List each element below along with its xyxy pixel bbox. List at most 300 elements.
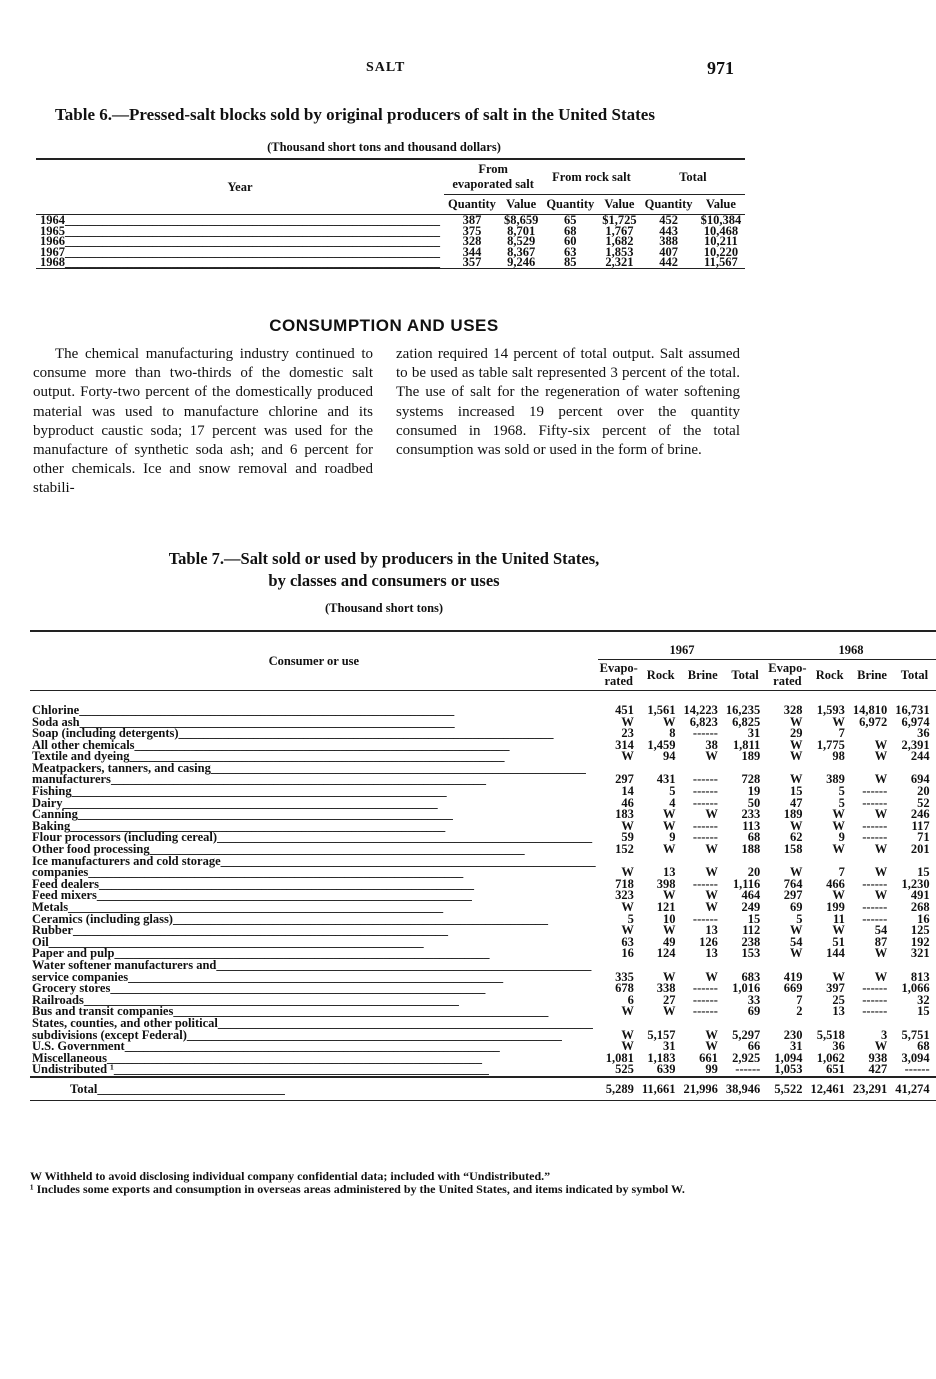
table7-value-cell: W bbox=[663, 714, 676, 729]
table7-value-cell: ------ bbox=[692, 818, 718, 833]
table7-value-cell: 31 bbox=[663, 1039, 676, 1054]
leader-dots: ____________________________________________________________ bbox=[217, 830, 593, 845]
table7-value-cell: W bbox=[874, 842, 888, 857]
table7-value-cell: 68 bbox=[917, 1039, 930, 1054]
footnote-1: ¹ Includes some exports and consumption in overseas areas administered by the United States, and items indicated by symbol W. bbox=[30, 1181, 685, 1196]
leader-dots: ____________________________________________________________ bbox=[128, 969, 504, 984]
leader-dots: ____________________________________________________________ bbox=[79, 714, 455, 729]
table7-value-cell: 9 bbox=[669, 830, 676, 845]
table6-value-cell: 8,529 bbox=[507, 234, 536, 248]
table7-value-cell: 62 bbox=[789, 830, 803, 845]
table7-consumer-cell: Soap (including detergents)____________________________________________________________ bbox=[32, 726, 554, 741]
table7-value-cell: ------ bbox=[692, 830, 718, 845]
table7-consumer-cell: Railroads____________________________________________________________ bbox=[32, 992, 459, 1007]
table7-value-cell: 683 bbox=[741, 969, 761, 984]
table7-value-cell: 5 bbox=[796, 911, 803, 926]
table7-value-cell: 813 bbox=[910, 969, 930, 984]
leader-dots: ____________________________________________________________ bbox=[178, 726, 554, 741]
table6-row bbox=[36, 257, 745, 268]
table7-value-cell: 52 bbox=[917, 795, 930, 810]
leader-dots: ____________________________________________________________ bbox=[68, 900, 444, 914]
table7-value-cell: W bbox=[874, 865, 888, 880]
leader-dots: ____________________________________________________________ bbox=[79, 702, 455, 717]
table7-value-cell: 389 bbox=[826, 772, 845, 787]
table7-value-cell: W bbox=[705, 969, 718, 984]
table7-value-cell: W bbox=[874, 807, 888, 822]
table7-value-cell: 124 bbox=[656, 946, 676, 961]
table7-value-cell: 16 bbox=[917, 911, 930, 926]
table7-consumer-cell: Meatpackers, tanners, and casing____________________________________________________________ bbox=[32, 760, 586, 775]
table6-value-cell: 407 bbox=[659, 244, 678, 259]
table7-value-cell: W bbox=[705, 807, 718, 822]
table7-value-cell: ------ bbox=[735, 1062, 761, 1077]
table7-value-cell: 466 bbox=[826, 876, 845, 891]
table6-value-cell: 8,367 bbox=[507, 244, 536, 259]
table7-value-cell: 1,561 bbox=[647, 702, 676, 717]
leader-dots: ____________________________________________________________ bbox=[65, 223, 440, 238]
table7-value-cell: 694 bbox=[910, 772, 930, 787]
table7-value-cell: 16,731 bbox=[895, 702, 930, 717]
table7-value-cell: 938 bbox=[868, 1050, 888, 1065]
table7-total-cell: 5,522 bbox=[774, 1081, 803, 1096]
table7-consumer-cell: All other chemicals____________________________________________________________ bbox=[32, 737, 510, 752]
table7-value-cell: 491 bbox=[910, 888, 930, 903]
table6-value-cell: 1,853 bbox=[605, 244, 634, 259]
table7-value-cell: W bbox=[621, 865, 634, 880]
table7-consumer-cell: Other food processing____________________________________________________________ bbox=[32, 842, 525, 857]
table7-value-cell: ------ bbox=[692, 772, 718, 787]
leader-dots: ____________________________________________________________ bbox=[88, 865, 464, 880]
table7-value-cell: 2,925 bbox=[732, 1050, 761, 1065]
table7-value-cell: 13 bbox=[705, 923, 718, 938]
table7-value-cell: 230 bbox=[783, 1027, 803, 1042]
table7-consumer-cell: Dairy____________________________________________________________ bbox=[32, 795, 438, 810]
table6-year-header: Year bbox=[36, 159, 444, 215]
table7-value-cell: ------ bbox=[692, 876, 718, 891]
leader-dots: ____________________________________________________________ bbox=[220, 853, 596, 868]
table7-value-cell: W bbox=[789, 749, 803, 764]
table7-value-cell: 10 bbox=[663, 911, 676, 926]
table7-value-cell: 144 bbox=[826, 946, 845, 961]
table7-consumer-cell: Feed dealers____________________________________________________________ bbox=[32, 876, 474, 891]
table7-value-cell: 6,974 bbox=[901, 714, 930, 729]
table7-value-cell: 6,972 bbox=[859, 714, 888, 729]
table7-value-cell: 16,235 bbox=[725, 702, 761, 717]
table7-value-cell: 1,066 bbox=[901, 981, 930, 996]
table7-value-cell: 1,230 bbox=[901, 876, 930, 891]
table7-value-cell: 8 bbox=[669, 726, 676, 741]
table7-value-cell: 126 bbox=[699, 934, 718, 949]
leader-dots: ______________________________ bbox=[97, 1081, 285, 1096]
table7-row bbox=[30, 1064, 936, 1077]
table6-value-cell: 388 bbox=[659, 234, 678, 248]
table7-value-cell: W bbox=[789, 865, 803, 880]
table7-value-cell: 183 bbox=[615, 807, 634, 822]
table7-value-cell: 249 bbox=[741, 900, 761, 914]
table7-value-cell: 7 bbox=[796, 992, 803, 1007]
table7-total-cell: 12,461 bbox=[810, 1081, 845, 1096]
table7-value-cell: 398 bbox=[656, 876, 676, 891]
table7-body bbox=[30, 691, 936, 1101]
table7-consumer-cell: companies____________________________________________________________ bbox=[32, 865, 464, 880]
table7-value-cell: 431 bbox=[656, 772, 676, 787]
table7-value-cell: 1,775 bbox=[816, 737, 845, 752]
table7-subtitle: (Thousand short tons) bbox=[324, 601, 444, 615]
table6-value-cell: 387 bbox=[462, 213, 482, 227]
table7-value-cell: 7 bbox=[838, 726, 845, 741]
table7-col-brine: Brine bbox=[682, 660, 724, 691]
table7-value-cell: 14,810 bbox=[852, 702, 888, 717]
table6-col-quantity: Quantity bbox=[641, 195, 697, 215]
table7-value-cell: ------ bbox=[692, 981, 718, 996]
table7-value-cell: 238 bbox=[741, 934, 761, 949]
table7-consumer-cell: Baking____________________________________________________________ bbox=[32, 818, 446, 833]
table7-value-cell: 15 bbox=[917, 865, 930, 880]
table6-value-cell: 1,767 bbox=[605, 223, 634, 238]
table6-value-cell: 63 bbox=[564, 244, 577, 259]
table6-col-value: Value bbox=[598, 195, 640, 215]
table7-value-cell: 23 bbox=[621, 726, 634, 741]
table7-value-cell: 5 bbox=[838, 784, 845, 799]
table6 bbox=[36, 158, 745, 269]
table7-consumer-cell: Water softener manufacturers and____________________________________________________________ bbox=[32, 957, 592, 972]
table7-value-cell: W bbox=[832, 842, 845, 857]
table7-value-cell: ------ bbox=[692, 784, 718, 799]
table7-value-cell: 419 bbox=[783, 969, 803, 984]
table7-value-cell: W bbox=[789, 818, 803, 833]
table7-value-cell: 639 bbox=[656, 1062, 676, 1077]
table7-value-cell: ------ bbox=[862, 818, 888, 833]
table7 bbox=[30, 630, 936, 1101]
table7-value-cell: 16 bbox=[621, 946, 634, 961]
table7-value-cell: W bbox=[621, 714, 634, 729]
table7-col-evap: Evapo- rated bbox=[598, 660, 640, 691]
table7-value-cell: 13 bbox=[832, 1004, 845, 1019]
table7-value-cell: 201 bbox=[910, 842, 930, 857]
table7-value-cell: 6,825 bbox=[732, 714, 761, 729]
leader-dots: ____________________________________________________________ bbox=[62, 795, 438, 810]
table7-value-cell: 651 bbox=[826, 1062, 845, 1077]
leader-dots: ____________________________________________________________ bbox=[77, 807, 453, 822]
table6-value-cell: 11,567 bbox=[704, 255, 738, 269]
table7-value-cell: 427 bbox=[868, 1062, 888, 1077]
table7-consumer-cell: Grocery stores____________________________________________________________ bbox=[32, 981, 486, 996]
leader-dots: ____________________________________________________________ bbox=[113, 1062, 489, 1077]
table7-value-cell: 46 bbox=[621, 795, 634, 810]
table7-value-cell: 68 bbox=[747, 830, 761, 845]
table6-col-value: Value bbox=[697, 195, 746, 215]
table6-value-cell: 8,701 bbox=[507, 223, 536, 238]
table7-value-cell: W bbox=[874, 888, 888, 903]
table6-value-cell: 68 bbox=[564, 223, 577, 238]
body-text-right: zation required 14 percent of total output. Salt assumed to be used as table salt represented 3 percent of the total. The use of salt for the regeneration of water softening systems increased 19 percent over the quantity consumed in 1968. Fifty-six percent of the total consumption was sold or used in the form of brine. bbox=[396, 346, 740, 459]
table7-value-cell: 3 bbox=[880, 1027, 888, 1042]
leader-dots: ____________________________________________________________ bbox=[110, 772, 486, 787]
table7-value-cell: W bbox=[874, 772, 888, 787]
table6-value-cell: 85 bbox=[564, 255, 577, 269]
table6-value-cell: 65 bbox=[564, 213, 577, 227]
table7-value-cell: 2,391 bbox=[901, 737, 930, 752]
table7-value-cell: W bbox=[874, 1039, 888, 1054]
table6-value-cell: 60 bbox=[564, 234, 577, 248]
leader-dots: ____________________________________________________________ bbox=[173, 1004, 549, 1019]
table7-value-cell: W bbox=[705, 888, 718, 903]
table7-value-cell: 5,297 bbox=[732, 1027, 761, 1042]
table7-value-cell: W bbox=[832, 969, 845, 984]
table6-col-value: Value bbox=[500, 195, 542, 215]
table7-total-cell: 23,291 bbox=[852, 1081, 888, 1096]
table7-value-cell: 59 bbox=[621, 830, 634, 845]
leader-dots: ____________________________________________________________ bbox=[65, 234, 440, 248]
table7-consumer-cell: Fishing____________________________________________________________ bbox=[32, 784, 447, 799]
table7-value-cell: 5,751 bbox=[901, 1027, 930, 1042]
table7-value-cell: 32 bbox=[917, 992, 930, 1007]
table7-value-cell: W bbox=[832, 888, 845, 903]
table7-value-cell bbox=[766, 856, 808, 868]
table7-value-cell: 50 bbox=[747, 795, 761, 810]
table6-year-cell: 1967____________________________________________________________ bbox=[40, 244, 440, 259]
table6-col-quantity: Quantity bbox=[444, 195, 500, 215]
table7-year1-header: 1967 bbox=[598, 631, 767, 660]
leader-dots: ____________________________________________________________ bbox=[124, 1039, 500, 1054]
table7-value-cell: W bbox=[663, 923, 676, 938]
page-header bbox=[0, 58, 866, 80]
table7-total-cell: 11,661 bbox=[641, 1081, 676, 1096]
table6-year-cell: 1965____________________________________________________________ bbox=[40, 223, 440, 238]
table7-consumer-cell: Canning____________________________________________________________ bbox=[32, 807, 453, 822]
table7-value-cell: W bbox=[874, 946, 888, 961]
table7-value-cell: 94 bbox=[663, 749, 676, 764]
table7-total-label: Total______________________________ bbox=[70, 1081, 285, 1096]
table6-value-cell: 344 bbox=[462, 244, 482, 259]
table7-col-evap: Evapo- rated bbox=[766, 660, 808, 691]
table7-value-cell: 192 bbox=[910, 934, 930, 949]
table7-value-cell: 1,593 bbox=[816, 702, 845, 717]
table7-total-cell: 5,289 bbox=[605, 1081, 634, 1096]
table7-value-cell: 188 bbox=[741, 842, 761, 857]
body-text-left: The chemical manufacturing industry continued to consume more than two-thirds of the domestic salt output. Forty-two percent of the domestically produced material was used to manufacture chlorine and its byproduct caustic soda; 17 percent was used for the manufacture of synthetic soda ash; and 6 percent for other chemicals. Ice and snow removal and roadbed stabili- bbox=[33, 346, 373, 497]
table7-col-total: Total bbox=[724, 660, 766, 691]
table7-value-cell: ------ bbox=[862, 911, 888, 926]
table7-value-cell: ------ bbox=[862, 795, 888, 810]
table7-value-cell: 338 bbox=[656, 981, 676, 996]
table7-value-cell: 153 bbox=[741, 946, 761, 961]
table7-value-cell: W bbox=[832, 807, 845, 822]
leader-dots: ____________________________________________________________ bbox=[216, 957, 592, 972]
table7-value-cell: 112 bbox=[742, 923, 761, 938]
table6-evap-header: From evaporated salt bbox=[444, 159, 542, 195]
table7-value-cell: 5,157 bbox=[647, 1027, 676, 1042]
table7-value-cell: 27 bbox=[663, 992, 676, 1007]
table6-year-cell: 1968____________________________________________________________ bbox=[40, 255, 440, 269]
table7-value-cell: ------ bbox=[692, 795, 718, 810]
leader-dots: ____________________________________________________________ bbox=[70, 818, 446, 833]
table7-value-cell: 19 bbox=[747, 784, 761, 799]
leader-dots: ____________________________________________________________ bbox=[99, 876, 474, 891]
table7-value-cell: 99 bbox=[705, 1062, 718, 1077]
table7-value-cell: W bbox=[789, 772, 803, 787]
table7-consumer-cell: U.S. Government____________________________________________________________ bbox=[32, 1039, 500, 1054]
table7-value-cell: 1,811 bbox=[732, 737, 761, 752]
table7-value-cell: 764 bbox=[783, 876, 803, 891]
section-heading: CONSUMPTION AND USES bbox=[269, 316, 499, 335]
table7-value-cell: 87 bbox=[874, 934, 888, 949]
table7-value-cell: 7 bbox=[838, 865, 845, 880]
table7-value-cell: 2 bbox=[796, 1004, 803, 1019]
table7-title bbox=[0, 548, 768, 592]
table7-value-cell: 38 bbox=[705, 737, 718, 752]
table7-value-cell: W bbox=[832, 818, 845, 833]
table7-value-cell: 13 bbox=[705, 946, 718, 961]
table7-value-cell: 113 bbox=[742, 818, 761, 833]
table7-value-cell: 397 bbox=[826, 981, 845, 996]
table7-value-cell: 297 bbox=[615, 772, 634, 787]
table7-consumer-cell: Ceramics (including glass)____________________________________________________________ bbox=[32, 911, 548, 926]
table7-consumer-cell: Bus and transit companies____________________________________________________________ bbox=[32, 1004, 549, 1019]
table7-value-cell: 314 bbox=[615, 737, 634, 752]
table7-consumer-cell: Textile and dyeing____________________________________________________________ bbox=[32, 749, 505, 764]
table7-consumer-cell: Metals____________________________________________________________ bbox=[32, 900, 444, 914]
table7-value-cell: 321 bbox=[910, 946, 930, 961]
table7-consumer-cell: subdivisions (except Federal)____________________________________________________________ bbox=[32, 1027, 562, 1042]
table7-value-cell: 54 bbox=[789, 934, 803, 949]
running-title: SALT bbox=[366, 60, 406, 75]
leader-dots: ____________________________________________________________ bbox=[96, 888, 472, 903]
table7-value-cell: 464 bbox=[741, 888, 761, 903]
table7-consumer-cell: manufacturers____________________________________________________________ bbox=[32, 772, 486, 787]
table7-value-cell: 5 bbox=[838, 795, 845, 810]
table6-body bbox=[36, 215, 745, 269]
table7-value-cell: ------ bbox=[862, 1004, 888, 1019]
table6-subtitle: (Thousand short tons and thousand dollars) bbox=[267, 140, 501, 154]
leader-dots: ____________________________________________________________ bbox=[114, 946, 490, 961]
table7-value-cell: 1,094 bbox=[774, 1050, 803, 1065]
table7-consumer-cell: Rubber____________________________________________________________ bbox=[32, 923, 448, 938]
table7-value-cell: W bbox=[874, 749, 888, 764]
table6-year-cell: 1966____________________________________________________________ bbox=[40, 234, 440, 248]
table7-value-cell: W bbox=[789, 714, 803, 729]
table7-value-cell: 335 bbox=[615, 969, 634, 984]
table7-value-cell: 233 bbox=[741, 807, 761, 822]
table7-value-cell: 1,081 bbox=[605, 1050, 634, 1065]
table6-value-cell: 357 bbox=[462, 255, 482, 269]
table7-value-cell: 158 bbox=[783, 842, 803, 857]
leader-dots: ____________________________________________________________ bbox=[134, 737, 510, 752]
table7-value-cell: W bbox=[789, 737, 803, 752]
table7-value-cell: 69 bbox=[789, 900, 803, 914]
table7-value-cell: 36 bbox=[832, 1039, 845, 1054]
table7-value-cell: 13 bbox=[663, 865, 676, 880]
table7-value-cell: ------ bbox=[862, 830, 888, 845]
table7-value-cell: 51 bbox=[832, 934, 845, 949]
table7-value-cell: 15 bbox=[789, 784, 803, 799]
table7-consumer-cell: Soda ash____________________________________________________________ bbox=[32, 714, 455, 729]
table7-consumer-cell: Paper and pulp____________________________________________________________ bbox=[32, 946, 490, 961]
leader-dots: ____________________________________________________________ bbox=[186, 1027, 562, 1042]
table7-value-cell: 1,016 bbox=[732, 981, 761, 996]
table7-value-cell: W bbox=[621, 1004, 634, 1019]
table7-consumer-header: Consumer or use bbox=[30, 631, 598, 691]
leader-dots: ____________________________________________________________ bbox=[107, 1050, 482, 1065]
table7-value-cell: ------ bbox=[692, 911, 718, 926]
table7-value-cell: 36 bbox=[917, 726, 930, 741]
table7-value-cell: 451 bbox=[615, 702, 634, 717]
table7-value-cell bbox=[766, 763, 808, 775]
table6-year-cell: 1964____________________________________________________________ bbox=[40, 213, 440, 227]
table7-value-cell: W bbox=[663, 818, 676, 833]
table7-consumer-cell: Flour processors (including cereal)____________________________________________________________ bbox=[32, 830, 593, 845]
table6-value-cell: 10,468 bbox=[703, 223, 739, 238]
table7-value-cell: 31 bbox=[747, 726, 761, 741]
table7-value-cell: W bbox=[832, 923, 845, 938]
table7-value-cell: W bbox=[789, 946, 803, 961]
table7-value-cell: 5,518 bbox=[816, 1027, 845, 1042]
table7-value-cell: 1,116 bbox=[732, 876, 761, 891]
table7-total-row bbox=[30, 1077, 936, 1101]
table7-consumer-cell: Chlorine____________________________________________________________ bbox=[32, 702, 455, 717]
table6-col-quantity: Quantity bbox=[542, 195, 598, 215]
table7-value-cell: 9 bbox=[838, 830, 845, 845]
table7-consumer-cell: Feed mixers____________________________________________________________ bbox=[32, 888, 472, 903]
table7-title-line2: by classes and consumers or uses bbox=[268, 571, 500, 590]
leader-dots: ____________________________________________________________ bbox=[83, 992, 459, 1007]
table7-value-cell: ------ bbox=[862, 876, 888, 891]
table7-value-cell: ------ bbox=[862, 981, 888, 996]
leader-dots: ____________________________________________________________ bbox=[129, 749, 505, 764]
table7-value-cell: ------ bbox=[692, 1004, 718, 1019]
table7-value-cell: W bbox=[621, 749, 634, 764]
table7-value-cell: W bbox=[663, 842, 676, 857]
table7-value-cell: 20 bbox=[747, 865, 761, 880]
leader-dots: ____________________________________________________________ bbox=[149, 842, 525, 857]
table7-value-cell: W bbox=[705, 842, 718, 857]
table7-value-cell: 3,094 bbox=[901, 1050, 930, 1065]
table7-value-cell: 246 bbox=[910, 807, 930, 822]
table7-consumer-cell: Ice manufacturers and cold storage____________________________________________________________ bbox=[32, 853, 596, 868]
table7-consumer-cell: Undistributed ¹____________________________________________________________ bbox=[32, 1062, 489, 1077]
table7-col-total: Total bbox=[893, 660, 935, 691]
table6-total-header: Total bbox=[641, 159, 746, 195]
table7-year2-header: 1968 bbox=[766, 631, 935, 660]
table7-value-cell: 33 bbox=[747, 992, 761, 1007]
table7-value-cell: 6 bbox=[627, 992, 634, 1007]
table7-value-cell: 297 bbox=[783, 888, 803, 903]
table7-consumer-cell: service companies____________________________________________________________ bbox=[32, 969, 504, 984]
table6-value-cell: 1,682 bbox=[605, 234, 634, 248]
table6-value-cell: $10,384 bbox=[700, 213, 742, 227]
table7-value-cell: 15 bbox=[917, 1004, 930, 1019]
table7-value-cell: ------ bbox=[904, 1062, 930, 1077]
leader-dots: ____________________________________________________________ bbox=[71, 784, 447, 799]
table7-value-cell: 11 bbox=[833, 911, 845, 926]
table7-value-cell: W bbox=[789, 923, 803, 938]
leader-dots: ____________________________________________________________ bbox=[110, 981, 486, 996]
table7-value-cell: 29 bbox=[789, 726, 803, 741]
table7-value-cell: 525 bbox=[615, 1062, 634, 1077]
table7-total-cell: 41,274 bbox=[895, 1081, 930, 1096]
table7-value-cell: W bbox=[705, 900, 718, 914]
table7-value-cell: ------ bbox=[862, 900, 888, 914]
table6-value-cell: 9,246 bbox=[507, 255, 536, 269]
table7-value-cell: 199 bbox=[826, 900, 845, 914]
table6-value-cell: 443 bbox=[659, 223, 678, 238]
table6-rock-header: From rock salt bbox=[542, 159, 640, 195]
table7-value-cell: 71 bbox=[917, 830, 930, 845]
table7-value-cell: 189 bbox=[783, 807, 803, 822]
table7-value-cell: 121 bbox=[656, 900, 676, 914]
table7-value-cell: W bbox=[621, 818, 634, 833]
table6-value-cell: 452 bbox=[659, 213, 678, 227]
